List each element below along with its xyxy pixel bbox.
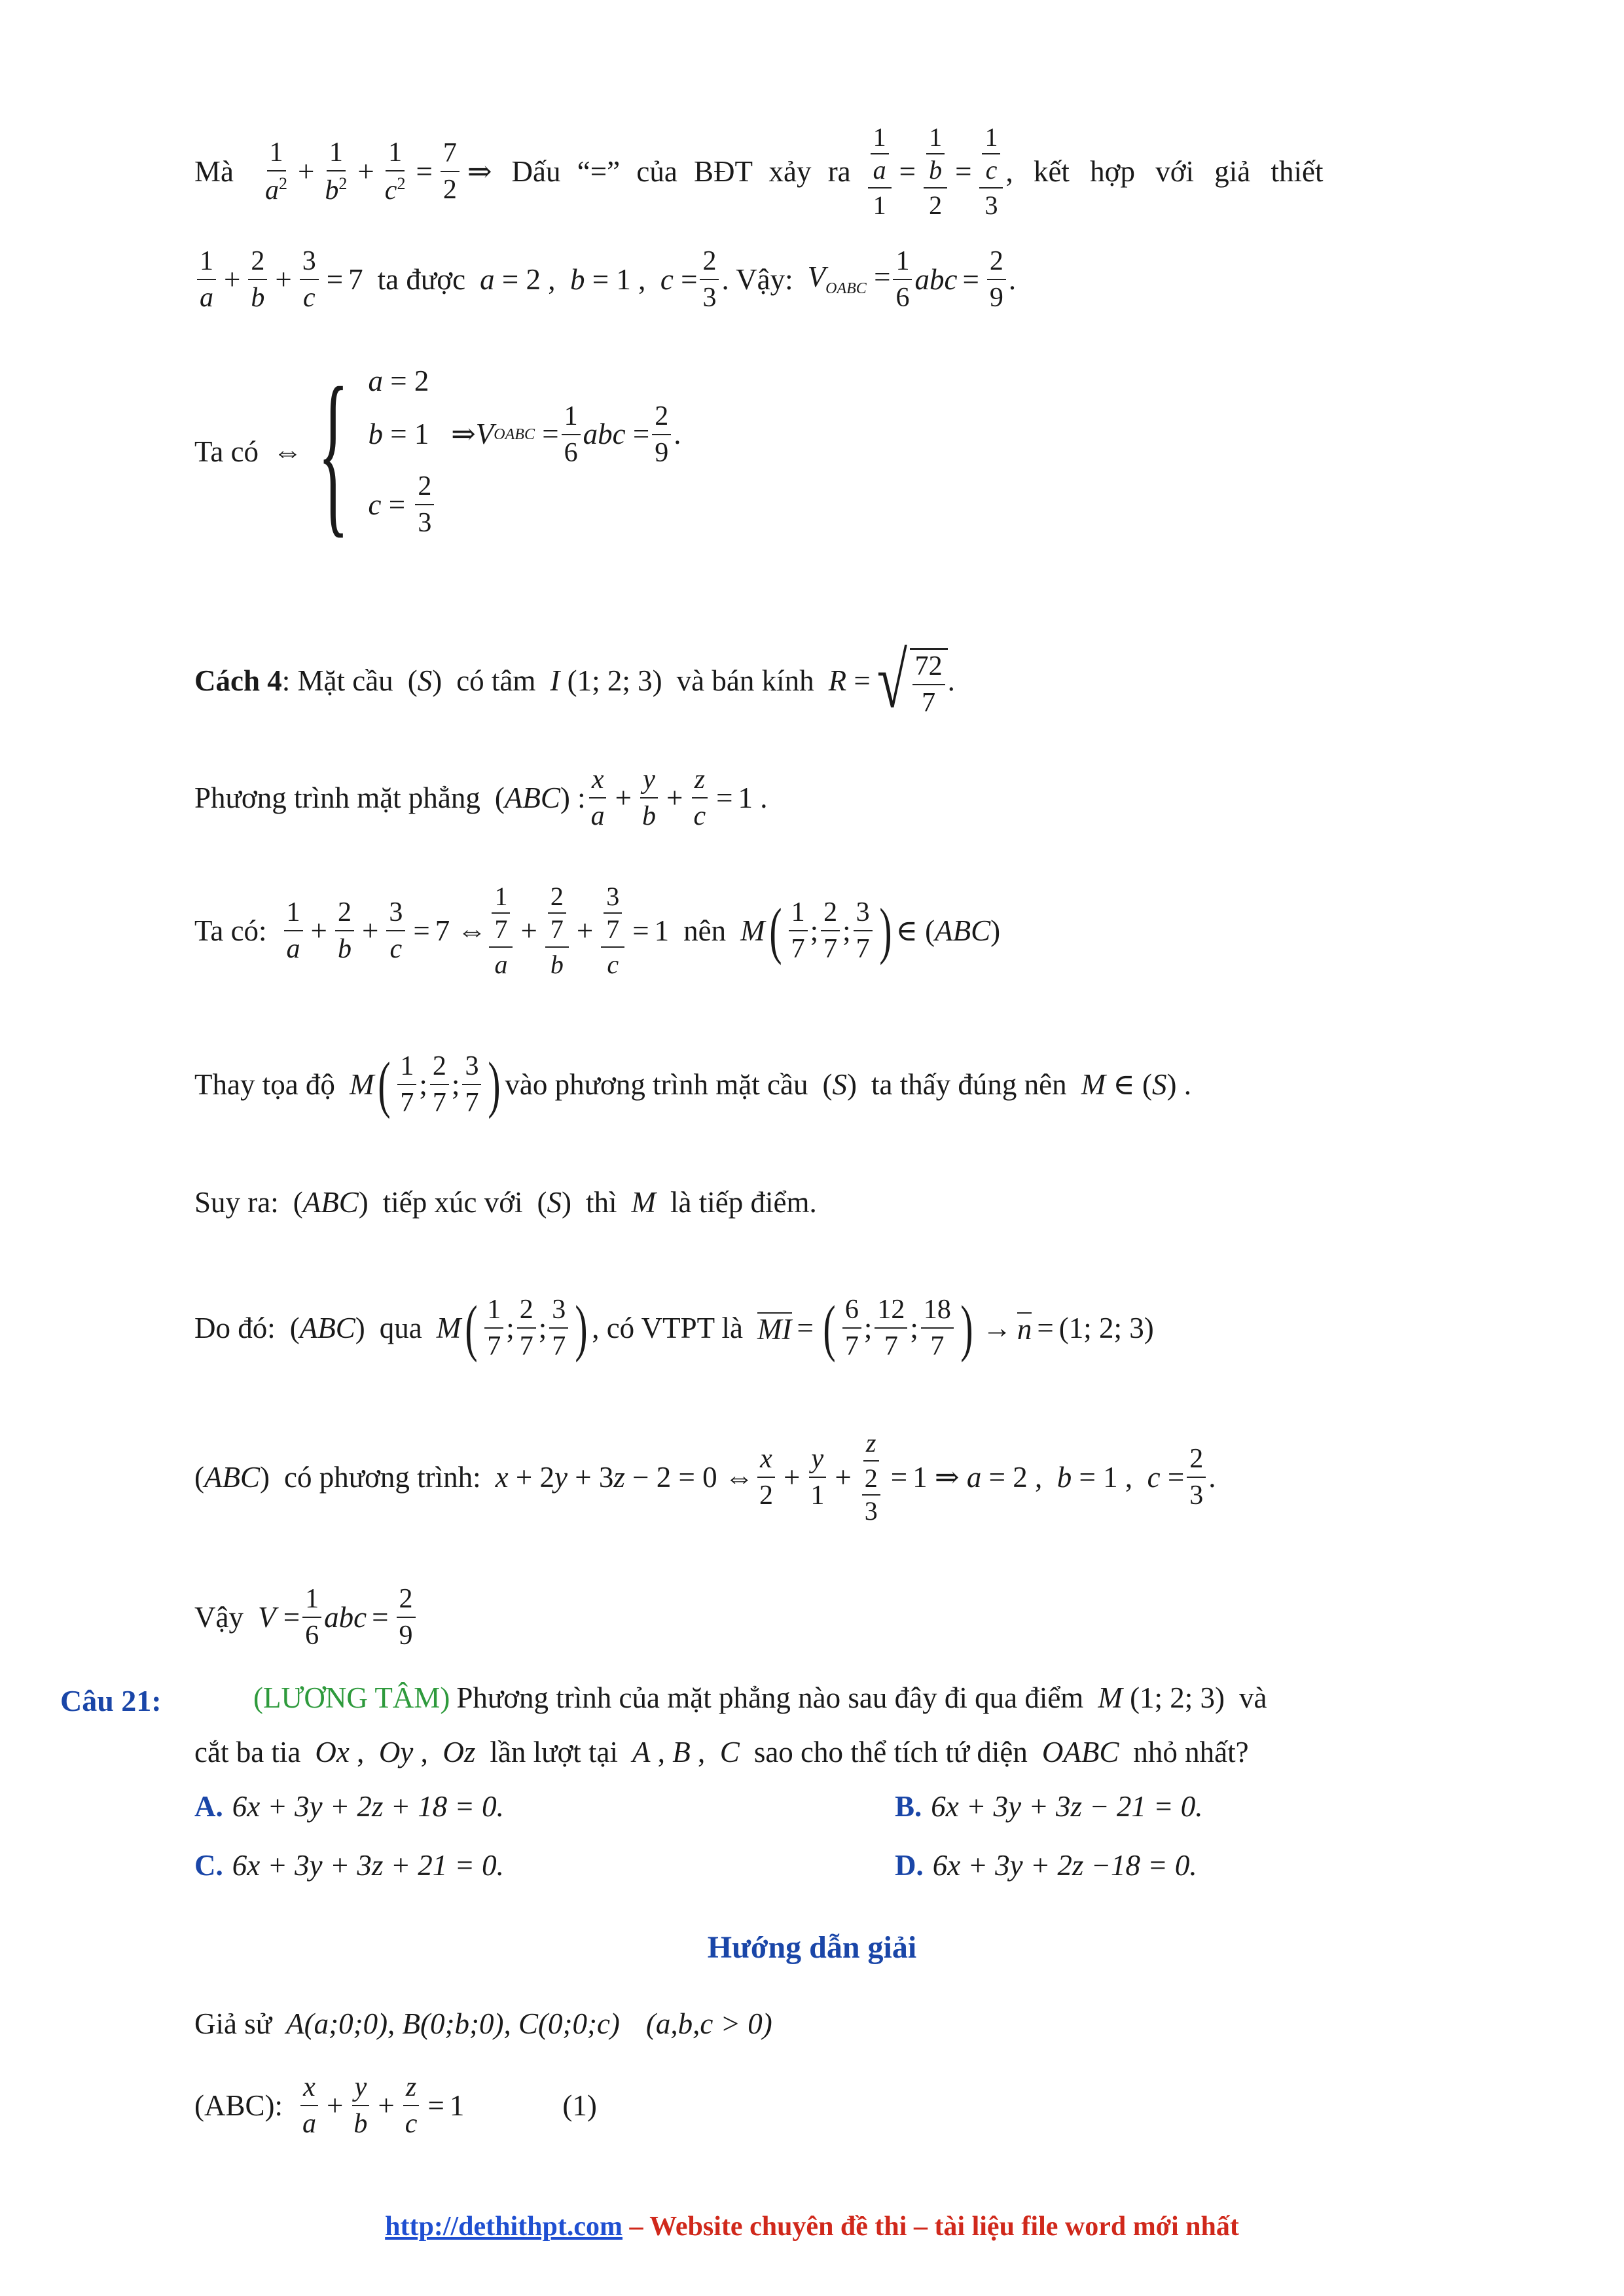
ta-co2-text: Ta có: xyxy=(194,914,267,947)
text-ta-co: Ta có xyxy=(194,435,259,468)
frac-1a-1: $\frac{\frac{1}{a}}{1}$ xyxy=(868,124,892,219)
footer-link[interactable]: http://dethithpt.com xyxy=(385,2212,623,2242)
option-b-label: B. xyxy=(895,1790,922,1823)
text-ket-hop: , kết hợp với giả thiết xyxy=(1005,154,1324,188)
abc-eq-number: (1) xyxy=(562,2089,597,2122)
ta-co2-nen: nên xyxy=(683,914,727,947)
line-pt-mp: Phương trình mặt phẳng (ABC) : x a + $\frac{y}{b}$ + $\frac{z}{c}$ = 1 . xyxy=(194,764,768,831)
suy-ra-text: Suy ra: xyxy=(194,1186,279,1219)
line-ta-co-2: Ta có: 1 a + $\frac{2}{b}$ + $\frac{3}{c}$ = 7 ⇔ $\frac{1}{7}$ a + $\frac{\frac{2}{7}}{b}$ + $\frac{\frac{3}{7}}{c}$ = 1 nên M ( 1 7 ; 2 7 ; 3 7 ) ∈ (ABC) xyxy=(194,882,1001,979)
question-text-2b: lần lượt tại xyxy=(490,1736,619,1768)
question-line-1: (LƯƠNG TÂM) Phương trình của mặt phẳng nào sau đây đi qua điểm M (1; 2; 3) và xyxy=(253,1681,1267,1714)
cach4-label: Cách 4 xyxy=(194,664,282,697)
question-line-2: cắt ba tia Ox , Oy , Oz lần lượt tại A , B , C sao cho thể tích tứ diện OABC nhỏ nhất? xyxy=(194,1736,1249,1768)
frac-1-c2: $\frac{1}{c^2}$ xyxy=(384,137,406,206)
option-d-text: 6x + 3y + 2z −18 = 0. xyxy=(932,1849,1197,1882)
line-ma: Mà 1 $a^2$ + $\frac{1}{b^2}$ + $\frac{1}{c^2}$ = $\frac{7}{2}$ ⇒ Dấu “=” của BĐT xảy ra $\frac{\frac{1}{a}}{1}$ = $\frac{\frac{1}{b}}{2}$ = $\frac{\frac{1}{c}}{3}$ , kết hợp với giả thiết xyxy=(194,122,1324,220)
option-d[interactable] xyxy=(895,1851,1197,1880)
line-ta-duoc: 1 a + $\frac{2}{b}$ + $\frac{3}{c}$ = 7 ta được a = 2 , b = 1 , c = $\frac{2}{3}$ . Vậy: $V_{OABC}$ = $\frac{1}{6}$ abc = $\frac{2}{9}$ . xyxy=(194,247,1016,312)
cach4-tam: có tâm xyxy=(456,664,536,697)
gia-su-math: A(a;0;0), B(0;b;0), C(0;0;c) xyxy=(286,2007,620,2040)
gia-su-text: Giả sử xyxy=(194,2007,272,2040)
do-do-qua: qua xyxy=(379,1311,422,1344)
line-cach4: Cách 4 : Mặt cầu (S) có tâm I (1; 2; 3) và bán kính R = √ $\frac{72}{7}$ . xyxy=(194,637,955,724)
pt-mp-text: Phương trình mặt phẳng xyxy=(194,781,480,814)
sqrt-72-7: √ $\frac{72}{7}$ xyxy=(871,641,948,720)
thay-vao: vào phương trình mặt cầu xyxy=(505,1067,808,1101)
frac-1c-3: $\frac{\frac{1}{c}}{3}$ xyxy=(979,124,1003,219)
cach4-ban-kinh: và bán kính xyxy=(676,664,814,697)
abc-eq-label: (ABC): xyxy=(194,2089,283,2122)
vay2-text: Vậy xyxy=(194,1600,244,1634)
frac-1-b2: $\frac{1}{b^2}$ xyxy=(325,137,348,206)
option-c[interactable] xyxy=(194,1851,504,1880)
question-text-2a: cắt ba tia xyxy=(194,1736,301,1768)
frac-1-a: 1 a xyxy=(197,247,216,312)
frac-2-b: $\frac{2}{b}$ xyxy=(248,247,267,312)
frac-1b-2: $\frac{\frac{1}{b}}{2}$ xyxy=(924,124,947,219)
thay-text: Thay tọa độ xyxy=(194,1067,335,1101)
footer-text: – Website chuyên đề thi – tài liệu file word mới nhất xyxy=(623,2212,1239,2242)
option-d-label: D. xyxy=(895,1849,924,1882)
line-vay-v: Vậy V = $\frac{1}{6}$ abc = $\frac{2}{9}$ xyxy=(194,1585,418,1649)
solution-heading: Hướng dẫn giải xyxy=(707,1930,917,1965)
question-source: (LƯƠNG TÂM) xyxy=(253,1681,450,1714)
thay-dung: ta thấy đúng nên xyxy=(871,1067,1067,1101)
question-text-2c: sao cho thể tích tứ diện xyxy=(753,1736,1028,1768)
suy-ra-la: là tiếp điểm. xyxy=(670,1186,817,1219)
co-pt-text: có phương trình: xyxy=(284,1460,481,1494)
option-c-label: C. xyxy=(194,1849,223,1882)
option-a-text: 6x + 3y + 2z + 18 = 0. xyxy=(232,1790,504,1823)
do-do-text: Do đó: xyxy=(194,1311,276,1344)
line-system: Ta có ⇔ { a = 2 b = 1 ⇒ V OABC = 1 6 abc = 2 9 . c = 2 3 xyxy=(194,350,681,553)
frac-7-2: $\frac{7}{2}$ xyxy=(441,139,460,204)
line-do-do: Do đó: (ABC) qua M ( 1 7 ; 2 7 ; 3 7 ) , có VTPT là MI = ( 6 7 ; 12 7 ; 18 7 ) → n = (1; 2; 3) xyxy=(194,1292,1154,1363)
line-co-pt: (ABC) có phương trình: x + 2y + 3z − 2 = 0 ⇔ x 2 + $\frac{y}{1}$ + $\frac{z}{\frac{2}{3}}$ = 1 ⇒ a = 2 , b = 1 , c = $\frac{2}{3}$ . xyxy=(194,1428,1216,1526)
option-c-text: 6x + 3y + 3z + 21 = 0. xyxy=(232,1849,504,1882)
cach4-text: : Mặt cầu xyxy=(281,664,393,697)
line-suy-ra: Suy ra: (ABC) tiếp xúc với (S) thì M là tiếp điểm. xyxy=(194,1186,817,1219)
text-ta-duoc: ta được xyxy=(377,262,466,296)
option-b-text: 6x + 3y + 3z − 21 = 0. xyxy=(931,1790,1203,1823)
line-gia-su xyxy=(194,2009,772,2039)
question-text-2d: nhỏ nhất? xyxy=(1133,1736,1249,1768)
suy-ra-thi: thì xyxy=(586,1186,617,1219)
gia-su-cond: (a,b,c > 0) xyxy=(645,2007,772,2040)
equation-system: a = 2 b = 1 ⇒ V OABC = 1 6 abc = 2 9 . c = 2 3 xyxy=(368,365,681,538)
option-a[interactable] xyxy=(194,1792,504,1821)
text-dau-bang: Dấu “=” của BĐT xảy ra xyxy=(511,154,851,188)
footer xyxy=(0,2211,1624,2242)
text-vay: . Vậy: xyxy=(721,262,793,296)
option-b[interactable] xyxy=(895,1792,1202,1821)
line-abc-eq: (ABC): x a + $\frac{y}{b}$ + $\frac{z}{c}$ = 1 (1) xyxy=(194,2072,597,2139)
text-ma: Mà xyxy=(194,154,234,188)
do-do-vtpt: , có VTPT là xyxy=(592,1311,744,1344)
suy-ra-tiep-xuc: tiếp xúc với xyxy=(382,1186,523,1219)
line-thay: Thay tọa độ M ( 1 7 ; 2 7 ; 3 7 ) vào phương trình mặt cầu (S) ta thấy đúng nên M ∈ (S) . xyxy=(194,1049,1191,1119)
question-text-1-end: và xyxy=(1239,1681,1267,1714)
question-label: Câu 21: xyxy=(60,1684,162,1717)
frac-3-c: $\frac{3}{c}$ xyxy=(300,247,319,312)
question-text-1: Phương trình của mặt phẳng nào sau đây đi qua điểm xyxy=(456,1681,1084,1714)
frac-1-a2: 1 $a^2$ xyxy=(265,137,287,206)
option-a-label: A. xyxy=(194,1790,223,1823)
